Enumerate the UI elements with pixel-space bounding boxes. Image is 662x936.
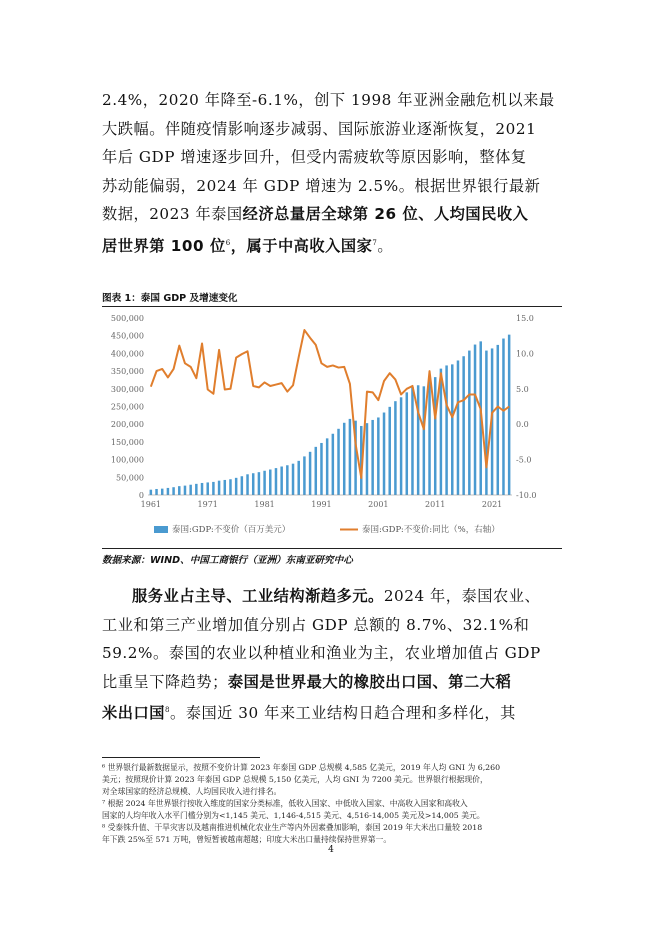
- gdp-bar: [406, 392, 409, 495]
- x-tick-label: 1971: [197, 500, 218, 509]
- gdp-bar: [468, 351, 471, 495]
- y-right-tick-label: 0.0: [516, 420, 529, 430]
- gdp-bar: [229, 479, 232, 495]
- gdp-bar: [224, 480, 227, 495]
- y-right-tick-label: -5.0: [516, 455, 532, 465]
- gdp-bar: [371, 420, 374, 495]
- gdp-bar: [241, 476, 244, 495]
- gdp-bar: [394, 401, 397, 495]
- y-left-tick-label: 0: [138, 491, 144, 500]
- gdp-bar: [206, 482, 209, 495]
- footnote-line: ⁷ 根据 2024 年世界银行按收入维度的国家分类标准，低收入国家、中低收入国家、中高收入国家和高收入: [102, 799, 468, 808]
- gdp-bar: [246, 474, 249, 495]
- gdp-bar: [434, 377, 437, 495]
- footnote-ref[interactable]: 7: [372, 238, 378, 247]
- footnote-ref[interactable]: 8: [164, 706, 170, 714]
- legend-label-bars: 泰国:GDP:不变价（百万美元）: [172, 525, 291, 535]
- y-left-tick-label: 100,000: [110, 455, 144, 465]
- gdp-bar: [337, 429, 340, 495]
- y-left-tick-label: 300,000: [110, 384, 144, 394]
- gdp-bar: [275, 468, 278, 495]
- y-left-tick-label: 400,000: [110, 349, 144, 359]
- gdp-bar: [451, 364, 454, 495]
- gdp-bar: [474, 345, 477, 495]
- gdp-bar: [417, 385, 420, 495]
- gdp-bar: [286, 465, 289, 495]
- gdp-chart-svg: [102, 306, 562, 546]
- page-number: 4: [328, 845, 334, 855]
- gdp-bar: [309, 452, 312, 495]
- gdp-bar: [195, 484, 198, 495]
- text-line: 工业和第三产业增加值分别占 GDP 总额的 8.7%、32.1%和: [102, 615, 530, 634]
- bold-highlight: 经济总量居全球第 26 位、人均国民收入: [242, 205, 529, 223]
- gdp-bar: [377, 417, 380, 495]
- y-left-tick-label: 150,000: [110, 437, 144, 447]
- footnote-line: 美元；按照现价计算 2023 年泰国 GDP 总规模 5,150 亿美元，人均 GNI 为 7200 美元。世界银行根据现价，: [102, 775, 488, 784]
- text-line: 年后 GDP 增速逐步回升，但受内需疲软等原因影响，整体复: [102, 148, 527, 166]
- gdp-bar: [218, 481, 221, 495]
- text-run: 数据，2023 年泰国: [102, 205, 243, 223]
- text-line: 2.4%，2020 年降至-6.1%，创下 1998 年亚洲金融危机以来最: [102, 91, 555, 109]
- bold-highlight: 米出口国: [102, 704, 165, 723]
- growth-line: [151, 330, 509, 478]
- text-line: [102, 200, 562, 229]
- y-right-tick-label: 10.0: [516, 349, 534, 359]
- footnote-line: 国家的人均年收入水平门槛分别为<1,145 美元、1,146-4,515 美元、4,516-14,005 美元及>14,005 美元。: [102, 811, 485, 820]
- text-line: [102, 582, 562, 611]
- text-run: 2024 年，泰国农业、: [383, 587, 541, 605]
- text-line: 苏动能偏弱，2024 年 GDP 增速为 2.5%。根据世界银行最新: [102, 176, 541, 195]
- gdp-bar: [172, 487, 175, 495]
- text-line: [102, 668, 562, 697]
- gdp-bar: [320, 443, 323, 495]
- gdp-bar: [423, 386, 426, 495]
- gdp-bar: [212, 482, 215, 495]
- x-ticks: [141, 500, 503, 509]
- gdp-bar: [263, 471, 266, 495]
- y-right-tick-label: 15.0: [516, 314, 534, 323]
- figure-source: 数据来源：WIND、中国工商银行（亚洲）东南亚研究中心: [102, 548, 562, 566]
- gdp-bar: [297, 461, 300, 495]
- bold-highlight: 居世界第 100 位: [102, 236, 226, 255]
- x-tick-label: 2021: [481, 500, 503, 509]
- y-right-tick-label: -10.0: [516, 491, 537, 500]
- text-run: 。: [377, 236, 394, 255]
- x-tick-label: 1961: [140, 500, 162, 509]
- gdp-bar: [457, 360, 460, 495]
- footnotes: [102, 762, 562, 846]
- gdp-bar: [189, 485, 192, 495]
- gdp-bar: [235, 478, 238, 495]
- footnote-line: 年下跌 25%至 571 万吨，曾短暂被越南超越；印度大米出口量持续保持世界第一。: [102, 835, 392, 844]
- body-paragraph-1: [102, 86, 562, 260]
- gdp-bar: [343, 423, 346, 495]
- gdp-bar: [428, 378, 431, 495]
- legend-label-line: 泰国:GDP:不变价:同比（%，右轴）: [362, 525, 500, 535]
- bold-highlight: 服务业占主导、工业结构渐趋多元。: [132, 587, 384, 605]
- legend: [154, 524, 500, 535]
- gdp-bar: [326, 438, 329, 495]
- y-left-tick-label: 250,000: [110, 402, 144, 412]
- gdp-bar: [315, 447, 318, 495]
- gdp-bar: [303, 456, 306, 495]
- gdp-bar: [366, 423, 369, 495]
- text-run: 。泰国近 30 年来工业结构日趋合理和多样化，其: [169, 704, 516, 723]
- text-line: [102, 696, 562, 728]
- growth-series-line: [151, 330, 509, 478]
- gdp-bar: [201, 483, 204, 495]
- gdp-bar: [280, 467, 283, 496]
- gdp-bar: [332, 434, 335, 495]
- text-run: 比重呈下降趋势；: [102, 672, 228, 691]
- legend-swatch-bars: [154, 526, 168, 533]
- gdp-bar: [150, 490, 153, 495]
- text-line: 大跌幅。伴随疫情影响逐步减弱、国际旅游业逐渐恢复，2021: [102, 119, 537, 138]
- gdp-bar: [485, 351, 488, 495]
- y-left-tick-label: 50,000: [116, 473, 144, 483]
- y-right-ticks: [516, 314, 537, 500]
- gdp-bar: [178, 486, 181, 495]
- figure-title: 图表 1：泰国 GDP 及增速变化: [102, 290, 562, 307]
- footnote-line: ⁶ 世界银行最新数据显示，按照不变价计算 2023 年泰国 GDP 总规模 4,585 亿美元，2019 年人均 GNI 为 6,260: [102, 763, 501, 772]
- body-paragraph-2: [102, 582, 562, 728]
- x-tick-label: 1981: [254, 500, 275, 509]
- gdp-bar: [388, 407, 391, 495]
- gdp-bar: [155, 489, 158, 495]
- gdp-bar: [400, 397, 403, 495]
- bold-highlight: 泰国是世界最大的橡胶出口国、第二大稻: [227, 672, 512, 691]
- gdp-bar: [508, 335, 511, 495]
- x-tick-label: 1991: [311, 500, 332, 509]
- y-left-tick-label: 500,000: [110, 314, 144, 323]
- footnote-line: 对全球国家的经济总规模、人均国民收入进行排名。: [102, 787, 282, 796]
- gdp-bar: [411, 387, 414, 495]
- y-left-tick-label: 450,000: [110, 331, 144, 341]
- gdp-bar: [167, 488, 170, 495]
- gdp-bar: [349, 419, 352, 495]
- y-right-tick-label: 5.0: [516, 384, 529, 394]
- gdp-bar: [445, 365, 448, 495]
- gdp-bar: [252, 473, 255, 495]
- gdp-chart: [102, 306, 562, 546]
- gdp-bar: [292, 464, 295, 495]
- gdp-bar: [497, 345, 500, 495]
- gdp-bar: [462, 356, 465, 495]
- text-line: [102, 229, 562, 261]
- bold-highlight: ，属于中高收入国家: [230, 236, 373, 255]
- gdp-bar: [502, 339, 505, 495]
- gdp-bar: [383, 413, 386, 495]
- text-line: 59.2%。泰国的农业以种植业和渔业为主，农业增加值占 GDP: [102, 644, 541, 662]
- footnote-ref[interactable]: 6: [225, 238, 231, 247]
- x-tick-label: 2011: [425, 500, 446, 509]
- gdp-bar: [161, 489, 164, 495]
- footnote-line: ⁸ 受泰铢升值、干旱灾害以及越南推进机械化农业生产等内外因素叠加影响，泰国 2019 年大米出口量较 2018: [102, 823, 483, 832]
- y-left-tick-label: 350,000: [110, 367, 144, 377]
- gdp-bar: [184, 486, 187, 495]
- y-left-ticks: [111, 314, 144, 500]
- y-left-tick-label: 200,000: [110, 420, 144, 430]
- x-tick-label: 2001: [368, 500, 389, 509]
- footnote-rule: [102, 757, 260, 758]
- gdp-bar: [258, 472, 261, 495]
- gdp-bar: [269, 470, 272, 495]
